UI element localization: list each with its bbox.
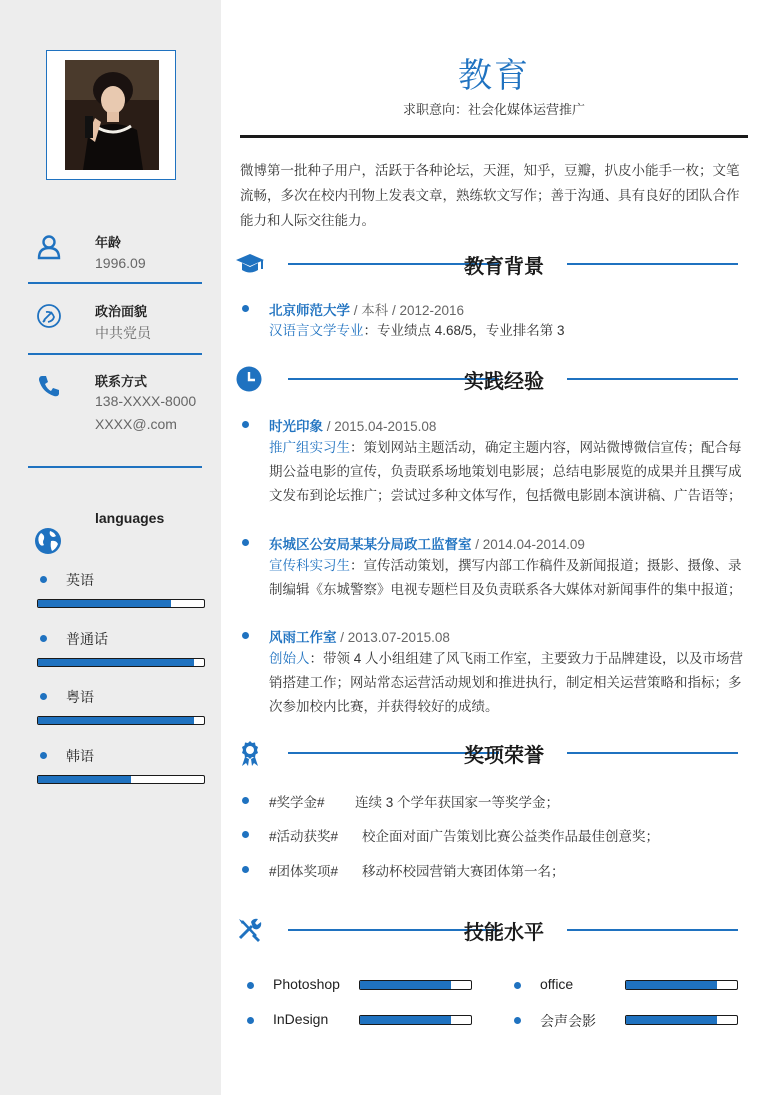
practice-org: 风雨工作室 [269,630,337,645]
person-icon [36,234,62,260]
practice-entry-head [269,533,585,553]
practice-period: / 2015.04-2015.08 [323,419,437,434]
skill-bar-fill [360,981,451,989]
section-title: 实践经验 [464,371,544,393]
self-summary: 微博第一批种子用户，活跃于各种论坛，天涯，知乎，豆瓣，扒皮小能手一枚；文笔流畅，多次在校内刊物上发表文章，熟练软文写作；善于沟通、具有良好的团队合作能力和人际交往能力。 [240,163,740,228]
language-name: 普通话 [66,631,108,647]
bullet-dot [514,1017,521,1024]
sidebar-divider [28,353,202,355]
bullet-dot [40,693,47,700]
practice-desc: ：带领 4 人小组组建了风飞雨工作室，主要致力于品牌建设，以及市场营销搭建工作；网站常态运营活动规划和推进执行，制定相关运营策略和指标；多次参加校内比赛，并获得较好的成绩。 [269,651,744,714]
award-tag: #团体奖项# [269,864,339,879]
practice-entry-body [269,554,747,602]
sidebar [0,0,221,1095]
education-school [269,299,464,319]
major-detail: ：专业绩点 4.68/5，专业排名第 3 [363,323,565,338]
bullet-dot [242,831,249,838]
skill-bar-fill [360,1016,451,1024]
language-name: 英语 [66,572,94,588]
section-header-education [234,248,744,278]
profile-photo [65,60,159,170]
section-header-practice [234,363,744,393]
award-item [269,860,565,880]
bullet-dot [40,752,47,759]
globe-icon [34,527,62,555]
bullet-dot [242,539,249,546]
section-header-awards [234,737,744,767]
bullet-dot [242,866,249,873]
skill-bar [625,980,738,990]
bullet-dot [242,421,249,428]
practice-entry-head [269,415,436,435]
practice-period: / 2014.04-2014.09 [471,537,585,552]
politics-value: 中共党员 [95,325,151,341]
language-bar-fill [38,776,131,783]
contact-label: 联系方式 [95,374,148,389]
section-line [567,378,738,380]
bullet-dot [247,982,254,989]
bullet-dot [242,305,249,312]
bullet-dot [242,797,249,804]
practice-role: 推广组实习生 [269,440,350,455]
practice-entry-body [269,436,747,508]
section-line [567,929,738,931]
politics-label: 政治面貌 [95,304,148,319]
job-intent: 求职意向：社会化媒体运营推广 [402,102,585,117]
header-rule [240,135,748,138]
language-bar-fill [38,659,194,666]
skill-name: office [540,976,574,992]
major-name: 汉语言文学专业 [269,323,364,338]
phone-value: 138-XXXX-8000 [95,393,197,409]
bullet-dot [40,576,47,583]
section-title: 教育背景 [464,256,544,278]
practice-period: / 2013.07-2015.08 [336,630,450,645]
award-text: 移动杯校园营销大赛团体第一名； [362,864,565,879]
section-title: 奖项荣誉 [464,745,544,767]
award-item [269,791,559,811]
bullet-dot [514,982,521,989]
clock-icon [234,365,266,393]
skill-name: 会声会影 [540,1013,596,1029]
language-name: 韩语 [66,748,94,764]
skill-name: InDesign [273,1011,329,1027]
party-emblem-icon [36,303,62,329]
award-text: 校企面对面广告策划比赛公益类作品最佳创意奖； [362,829,659,844]
bullet-dot [247,1017,254,1024]
practice-role: 宣传科实习生 [269,558,350,573]
practice-desc: ：策划网站主题活动，确定主题内容，网站微博微信宣传；配合每期公益电影的宣传，负责联系场地策划电影展；总结电影展览的成果并且撰写成文发布到论坛推广；尝试过多种文体写作，包括微电影剧本演讲稿、广告语等； [269,440,742,503]
practice-desc: ：宣传活动策划，撰写内部工作稿件及新闻报道；摄影、摄像、录制编辑《东城警察》电视专题栏目及负责联系各大媒体对新闻事件的集中报道； [269,558,742,597]
school-name: 北京师范大学 [269,303,350,318]
phone-icon [36,373,62,399]
section-header-skills [234,914,744,944]
skill-bar [359,1015,472,1025]
education-major [269,319,747,343]
skill-bar-fill [626,1016,717,1024]
practice-entry-body [269,647,747,719]
bullet-dot [40,635,47,642]
practice-org: 东城区公安局某某分局政工监督室 [269,537,472,552]
language-bar-fill [38,717,194,724]
section-line [567,263,738,265]
skill-bar-fill [626,981,717,989]
sidebar-divider [28,282,202,284]
award-tag: #活动获奖# [269,829,339,844]
practice-org: 时光印象 [269,419,323,434]
language-bar [37,716,205,725]
language-bar-fill [38,600,171,607]
practice-role: 创始人 [269,651,310,666]
tools-icon [234,916,266,944]
contact-block [28,371,202,441]
age-value: 1996.09 [95,255,146,271]
language-bar [37,599,205,608]
age-label: 年龄 [95,235,122,250]
section-title: 技能水平 [464,922,544,944]
award-ribbon-icon [234,739,266,767]
section-line [567,752,738,754]
practice-entry-head [269,626,450,646]
language-bar [37,775,205,784]
age-block [28,232,202,272]
bullet-dot [242,632,249,639]
language-bar [37,658,205,667]
graduation-cap-icon [234,250,266,278]
skill-bar [625,1015,738,1025]
politics-block [28,301,202,341]
skill-name: Photoshop [273,976,340,992]
award-text: 连续 3 个学年获国家一等奖学金； [355,795,560,810]
education-degree: / 本科 / 2012-2016 [350,303,465,318]
award-item [269,825,659,845]
skill-bar [359,980,472,990]
email-value: XXXX@.com [95,416,177,432]
award-tag: #奖学金# [269,795,325,810]
sidebar-divider [28,466,202,468]
language-name: 粤语 [66,689,94,705]
languages-title: languages [95,510,165,526]
profile-photo-frame [46,50,176,180]
page-title: 教育 [458,57,530,95]
